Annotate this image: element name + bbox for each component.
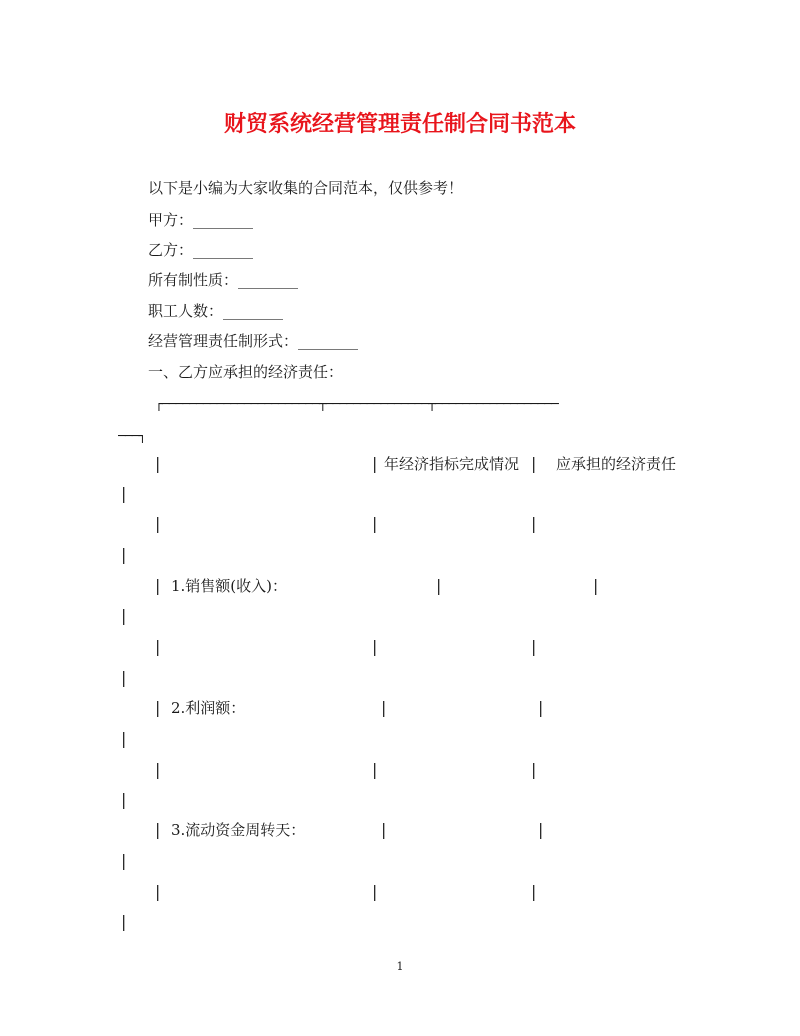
table-top-border: ┌───────────────────────┬───────────────┬──────────────────: [155, 398, 558, 411]
table-row-turnover-label: 3.流动资金周转天：: [171, 821, 306, 839]
table-cell-divider: |: [372, 514, 378, 533]
table-cell-divider: |: [155, 576, 161, 595]
table-cell-divider: |: [381, 820, 387, 839]
table-cell-divider: |: [372, 454, 378, 473]
table-cell-divider: |: [155, 454, 161, 473]
table-cell-divider: |: [538, 820, 544, 839]
table-cell-divider: |: [531, 882, 537, 901]
table-cell-divider: |: [531, 454, 537, 473]
employees-field: 职工人数：________: [148, 302, 284, 320]
intro-text: 以下是小编为大家收集的合同范本，仅供参考！: [148, 179, 464, 197]
table-header-annual-indicator: 年经济指标完成情况: [384, 455, 520, 473]
table-cell-divider: |: [436, 576, 442, 595]
table-row-wrap-bar: |: [121, 790, 127, 809]
table-header-economic-responsibility: 应承担的经济责任: [556, 455, 677, 473]
table-cell-divider: |: [155, 637, 161, 656]
page-number: 1: [396, 960, 404, 973]
party-b-field: 乙方：________: [148, 241, 254, 259]
document-title: 财贸系统经营管理责任制合同书范本: [223, 111, 576, 137]
management-form-field: 经营管理责任制形式：________: [148, 332, 359, 350]
table-cell-divider: |: [531, 760, 537, 779]
table-row-profit-label: 2.利润额：: [171, 699, 246, 717]
table-cell-divider: |: [155, 698, 161, 717]
table-cell-divider: |: [538, 698, 544, 717]
ownership-field: 所有制性质：________: [148, 271, 299, 289]
table-cell-divider: |: [155, 882, 161, 901]
table-row-wrap-bar: |: [121, 545, 127, 564]
table-row-wrap-bar: |: [121, 606, 127, 625]
table-cell-divider: |: [155, 760, 161, 779]
section-heading: 一、乙方应承担的经济责任：: [148, 363, 344, 381]
table-cell-divider: |: [593, 576, 599, 595]
table-top-border-wrap: ───┐: [118, 430, 146, 443]
table-row-wrap-bar: |: [121, 484, 127, 503]
table-cell-divider: |: [531, 514, 537, 533]
table-row-sales-label: 1.销售额(收入)：: [171, 577, 288, 595]
table-cell-divider: |: [381, 698, 387, 717]
party-a-field: 甲方：________: [148, 211, 254, 229]
table-cell-divider: |: [372, 882, 378, 901]
table-row-wrap-bar: |: [121, 851, 127, 870]
table-row-wrap-bar: |: [121, 668, 127, 687]
table-cell-divider: |: [372, 760, 378, 779]
table-cell-divider: |: [155, 514, 161, 533]
table-cell-divider: |: [372, 637, 378, 656]
table-cell-divider: |: [155, 820, 161, 839]
table-row-wrap-bar: |: [121, 729, 127, 748]
table-cell-divider: |: [531, 637, 537, 656]
table-row-wrap-bar: |: [121, 912, 127, 931]
